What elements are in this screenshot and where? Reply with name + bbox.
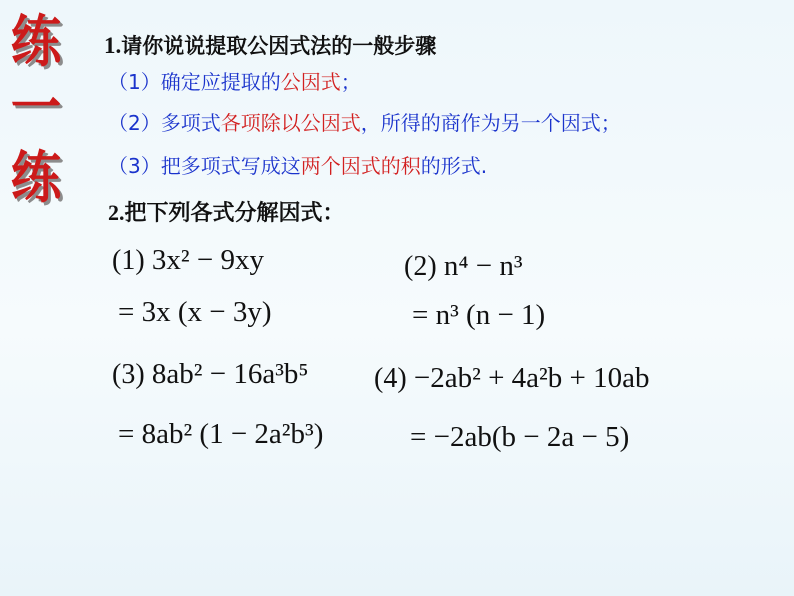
problem-2-result: = n³ (n − 1) (412, 299, 546, 331)
question-1-text: 请你说说提取公因式法的一般步骤 (121, 34, 437, 58)
step-3-suffix: 的形式. (420, 154, 488, 178)
problem-4-label: (4) (374, 363, 407, 394)
step-2-highlight: 各项除以公因式 (220, 111, 361, 135)
question-2-number: 2. (108, 200, 125, 225)
step-1-prefix: （1）确定应提取的 (108, 70, 281, 94)
problem-4-expression: −2ab² + 4a²b + 10ab (413, 362, 650, 394)
question-2 (108, 196, 345, 227)
problem-2-label: (2) (404, 251, 437, 282)
problem-2 (404, 250, 523, 283)
step-3 (108, 150, 487, 179)
problem-1-label: (1) (112, 245, 145, 276)
problem-3-result: = 8ab² (1 − 2a²b³) (118, 418, 324, 450)
problem-3 (112, 358, 309, 391)
question-1 (104, 30, 436, 60)
problem-2-expression: n⁴ − n³ (443, 250, 523, 282)
side-title-char-1: 练 (10, 9, 62, 75)
question-1-number: 1. (104, 33, 122, 58)
step-3-prefix: （3）把多项式写成这 (108, 154, 301, 178)
step-2-prefix: （2）多项式 (108, 111, 221, 135)
step-1-suffix: ； (340, 70, 361, 94)
problem-4 (374, 362, 649, 395)
problem-1 (112, 244, 264, 277)
side-title-char-3: 练 (10, 145, 62, 211)
problem-4-result: = −2ab(b − 2a − 5) (410, 421, 630, 453)
problem-1-result: = 3x (x − 3y) (118, 296, 272, 328)
question-2-text: 把下列各式分解因式： (124, 201, 345, 226)
step-1-highlight: 公因式 (280, 70, 341, 94)
problem-1-expression: 3x² − 9xy (151, 244, 264, 276)
problem-3-label: (3) (112, 359, 145, 390)
step-1 (108, 66, 361, 95)
step-2-suffix: ，所得的商作为另一个因式； (360, 111, 621, 135)
problem-3-expression: 8ab² − 16a³b⁵ (151, 358, 309, 390)
step-2 (108, 107, 621, 136)
side-title-char-2: 一 (10, 75, 62, 141)
step-3-highlight: 两个因式的积 (300, 154, 421, 178)
